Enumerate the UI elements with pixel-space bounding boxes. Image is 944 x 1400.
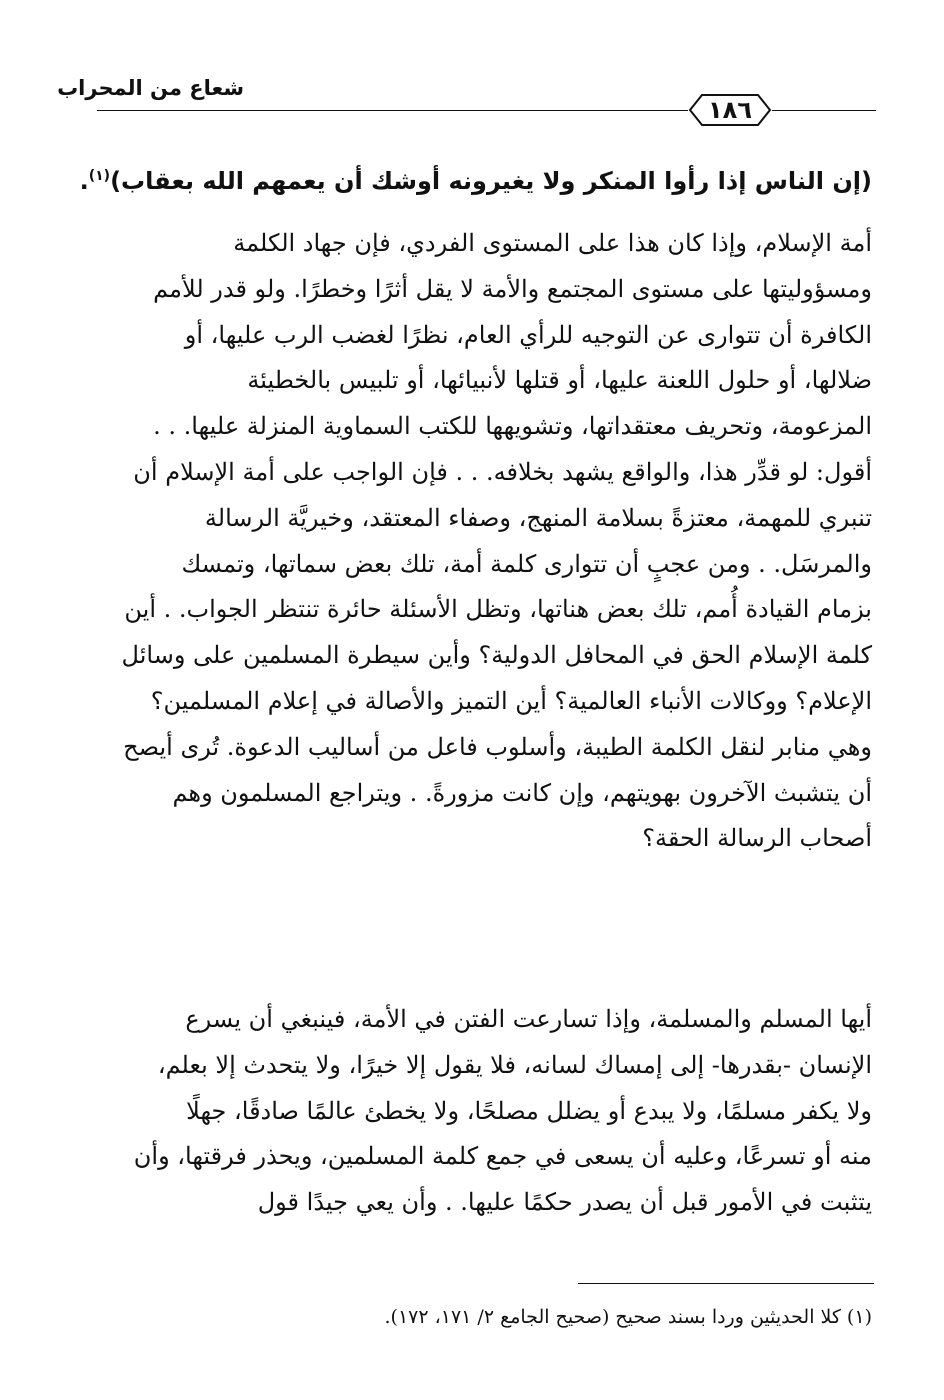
paragraph-1: [100, 221, 872, 862]
page-number-badge: [688, 92, 772, 128]
quote-end-mark: .: [79, 167, 89, 195]
paragraph-2: [100, 997, 872, 1226]
text-line: الإعلام؟ ووكالات الأنباء العالمية؟ أين التميز والأصالة في إعلام المسلمين؟: [150, 686, 872, 715]
text-line: تنبري للمهمة، معتزةً بسلامة المنهج، وصفاء المعتقد، وخيريَّة الرسالة: [204, 503, 872, 532]
text-line: أصحاب الرسالة الحقة؟: [642, 824, 872, 853]
text-line: أمة الإسلام، وإذا كان هذا على المستوى الفردي، فإن جهاد الكلمة: [233, 229, 872, 257]
text-line: المزعومة، وتحريف معتقداتها، وتشويهها للكتب السماوية المنزلة عليها. . .: [153, 412, 872, 441]
footnote: (١) كلا الحديثين وردا بسند صحيح (صحيح الجامع ٢/ ١٧١، ١٧٢).: [384, 1306, 872, 1328]
text-line: والمرسَل. . ومن عجبٍ أن تتوارى كلمة أمة، تلك بعض سماتها، وتمسك: [181, 549, 872, 578]
hadith-quote-text: (إن الناس إذا رأوا المنكر ولا يغيرونه أوشك أن يعمهم الله بعقاب): [110, 167, 872, 195]
running-header-title: شعاع من المحراب: [57, 76, 244, 100]
hadith-quote: [79, 156, 872, 201]
text-line: الإنسان -بقدرها- إلى إمساك لسانه، فلا يقول إلا خيرًا، ولا يتحدث إلا بعلم،: [157, 1050, 872, 1079]
text-line: كلمة الإسلام الحق في المحافل الدولية؟ وأين سيطرة المسلمين على وسائل: [121, 641, 872, 670]
text-line: بزمام القيادة أُمم، تلك بعض هناتها، وتظل الأسئلة حائرة تنتظر الجواب. . أين: [124, 595, 872, 624]
text-line: أن يتشبث الآخرون بهويتهم، وإن كانت مزورةً. . ويتراجع المسلمون وهم: [172, 778, 872, 807]
text-line: ومسؤوليتها على مستوى المجتمع والأمة لا يقل أثرًا وخطرًا. ولو قدر للأمم: [153, 274, 872, 303]
text-line: وهي منابر لنقل الكلمة الطيبة، وأسلوب فاعل من أساليب الدعوة. تُرى أيصح: [123, 732, 872, 761]
text-line: أقول: لو قدِّر هذا، والواقع يشهد بخلافه. . . فإن الواجب على أمة الإسلام أن: [133, 457, 872, 486]
text-line: ضلالها، أو حلول اللعنة عليها، أو قتلها لأنبيائها، أو تلبيس بالخطيئة: [247, 366, 872, 395]
footnote-reference: (١): [88, 168, 111, 184]
footnote-rule: [578, 1283, 874, 1284]
text-line: الكافرة أن تتوارى عن التوجيه للرأي العام، نظرًا لغضب الرب عليها، أو: [184, 320, 872, 349]
text-line: منه أو تسرعًا، وعليه أن يسعى في جمع كلمة المسلمين، ويحذر فرقتها، وأن: [133, 1142, 872, 1171]
text-line: أيها المسلم والمسلمة، وإذا تسارعت الفتن في الأمة، فينبغي أن يسرع: [185, 1005, 872, 1033]
page-number: ١٨٦: [708, 96, 752, 124]
text-line: يتثبت في الأمور قبل أن يصدر حكمًا عليها. . وأن يعي جيدًا قول: [257, 1188, 872, 1217]
text-line: ولا يكفر مسلمًا، ولا يبدع أو يضلل مصلحًا، ولا يخطئ عالمًا صادقًا، جهلًا: [186, 1096, 872, 1125]
